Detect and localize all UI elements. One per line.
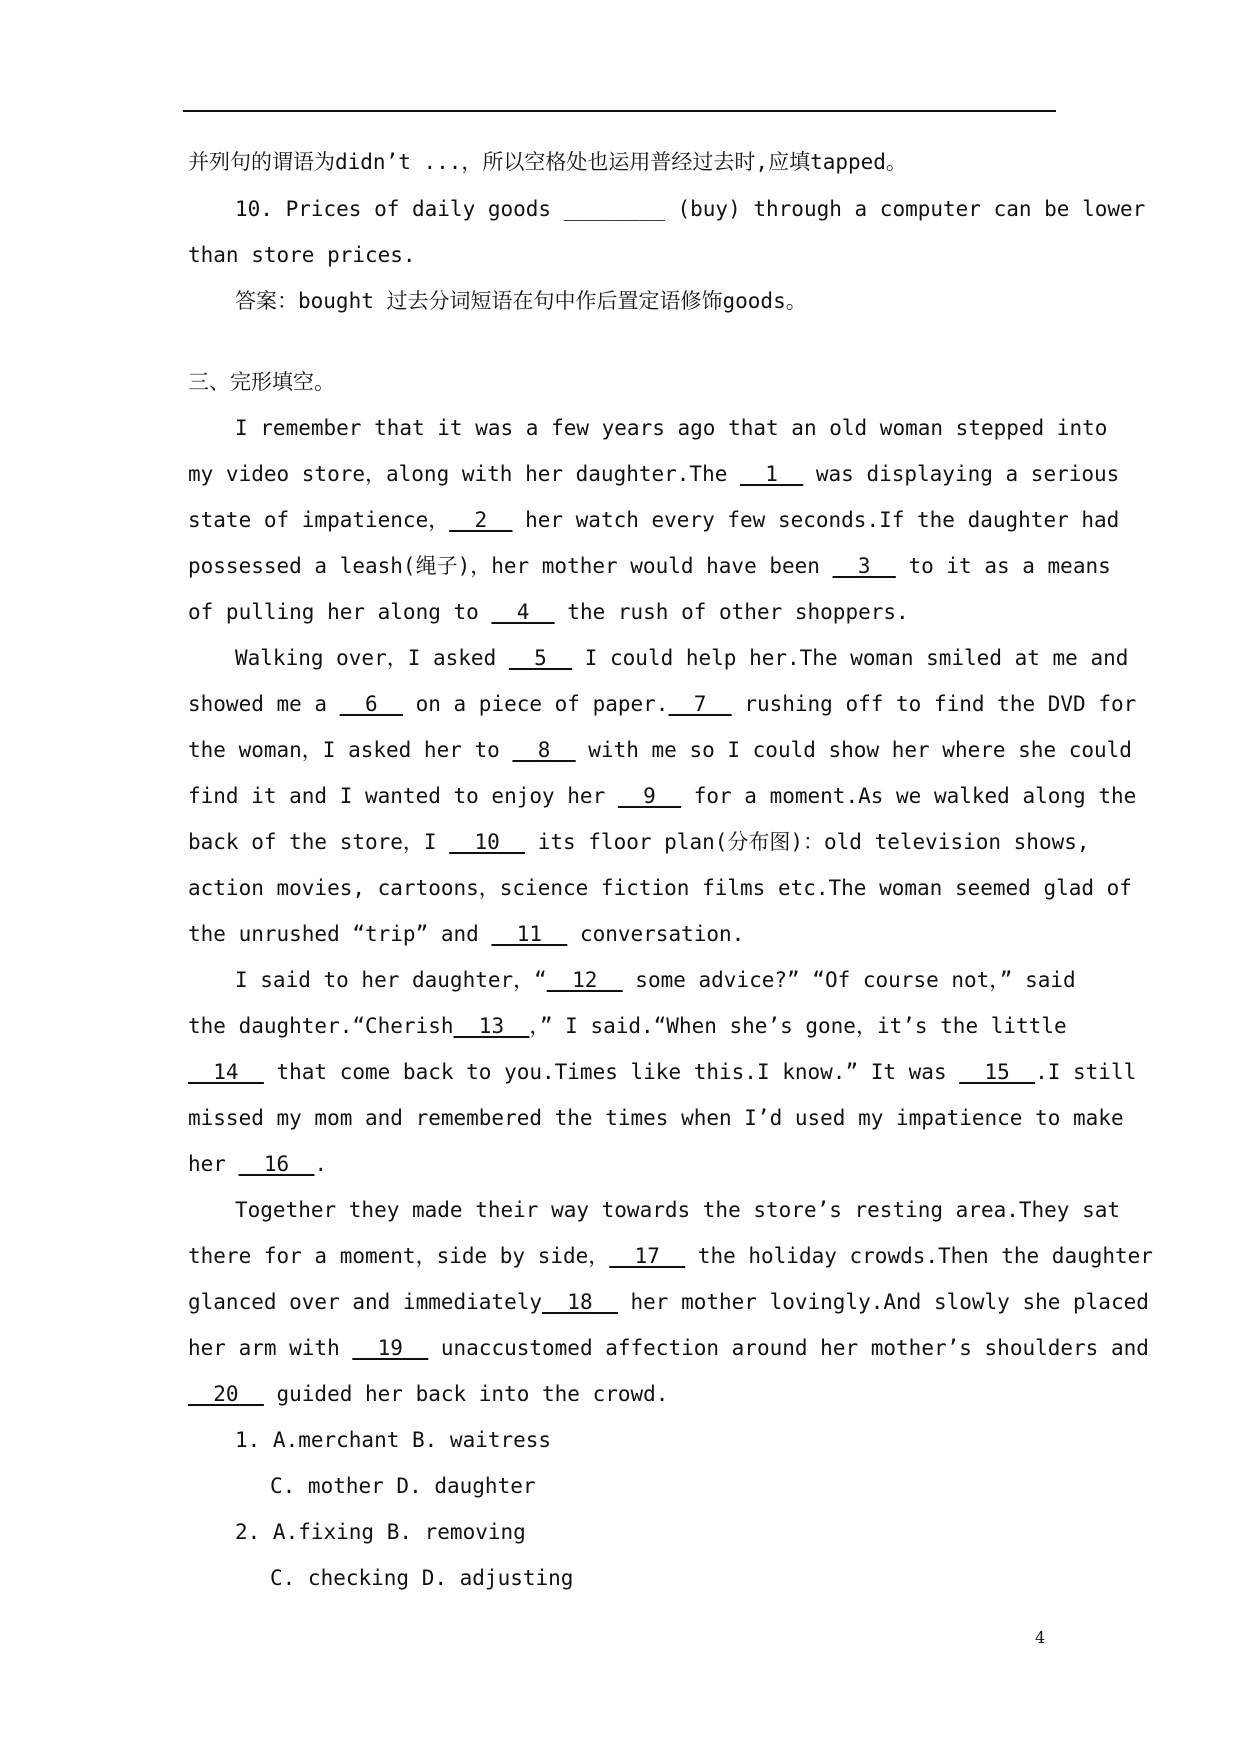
passage-line: showed me a __6__ on a piece of paper.__7__ rushing off to find the DVD for [188, 692, 1137, 716]
blank-14: __14__ [188, 1060, 264, 1084]
blank-13: __13__ [453, 1014, 530, 1038]
blank-19: __19__ [352, 1336, 429, 1360]
blank-10: __10__ [449, 830, 526, 854]
passage-line: Walking over，I asked __5__ I could help her.The woman smiled at me and [235, 646, 1129, 670]
option-q2-line-1: 2. A.fixing B. removing [235, 1520, 526, 1544]
passage-line: I said to her daughter，“__12__ some advice?” “Of course not，” said [235, 968, 1076, 992]
section-heading: 三、完形填空。 [188, 370, 335, 394]
question-10-answer: 答案：bought 过去分词短语在句中作后置定语修饰goods。 [235, 289, 807, 313]
passage-line: state of impatience，__2__ her watch every few seconds.If the daughter had [188, 508, 1120, 532]
blank-5: __5__ [508, 646, 573, 670]
passage-line: action movies, cartoons，science fiction films etc.The woman seemed glad of [188, 876, 1132, 900]
page-number: 4 [1035, 1628, 1046, 1647]
passage-line: I remember that it was a few years ago that an old woman stepped into [235, 416, 1108, 440]
question-10-line-1: 10. Prices of daily goods ________ (buy) through a computer can be lower [235, 197, 1146, 221]
passage-line: her __16__. [188, 1152, 328, 1176]
blank-2: __2__ [449, 508, 513, 532]
passage-line: the woman，I asked her to __8__ with me so I could show her where she could [188, 738, 1132, 762]
blank-15: __15__ [959, 1060, 1036, 1084]
blank-1: __1__ [740, 462, 804, 486]
blank-11: __11__ [491, 922, 568, 946]
blank-4: __4__ [491, 600, 555, 624]
passage-line: of pulling her along to __4__ the rush of other shoppers. [188, 600, 909, 624]
passage-line: Together they made their way towards the store’s resting area.They sat [235, 1198, 1121, 1222]
passage-line: my video store，along with her daughter.The __1__ was displaying a serious [188, 462, 1120, 486]
passage-line: back of the store，I __10__ its floor plan(分布图)：old television shows, [188, 830, 1090, 854]
passage-line: find it and I wanted to enjoy her __9__ for a moment.As we walked along the [188, 784, 1137, 808]
blank-17: __17__ [609, 1244, 686, 1268]
blank-6: __6__ [339, 692, 403, 716]
passage-line: her arm with __19__ unaccustomed affection around her mother’s shoulders and [188, 1336, 1149, 1360]
option-q1-line-2: C. mother D. daughter [270, 1474, 536, 1498]
passage-line: possessed a leash(绳子)，her mother would have been __3__ to it as a means [188, 554, 1111, 578]
passage-line: __14__ that come back to you.Times like this.I know.” It was __15__.I still [188, 1060, 1137, 1084]
option-q1-line-1: 1. A.merchant B. waitress [235, 1428, 552, 1452]
passage-line: __20__ guided her back into the crowd. [188, 1382, 669, 1406]
passage-line: glanced over and immediately__18__ her mother lovingly.And slowly she placed [188, 1290, 1149, 1314]
passage-line: missed my mom and remembered the times when I’d used my impatience to make [188, 1106, 1124, 1130]
option-q2-line-2: C. checking D. adjusting [270, 1566, 574, 1590]
blank-16: __16__ [238, 1152, 315, 1176]
passage-line: the unrushed “trip” and __11__ conversation. [188, 922, 745, 946]
header-rule [183, 110, 1056, 112]
carryover-text: 并列句的谓语为didn’t ...，所以空格处也运用普经过去时,应填tapped。 [188, 150, 907, 174]
blank-12: __12__ [546, 968, 623, 992]
blank-8: __8__ [512, 738, 576, 762]
passage-line: the daughter.“Cherish__13__，” I said.“When she’s gone，it’s the little [188, 1014, 1067, 1038]
passage-line: there for a moment，side by side，__17__ the holiday crowds.Then the daughter [188, 1244, 1153, 1268]
blank-7: __7__ [668, 692, 732, 716]
blank-20: __20__ [188, 1382, 264, 1406]
blank-18: __18__ [542, 1290, 618, 1314]
blank-9: __9__ [617, 784, 682, 808]
question-10-line-2: than store prices. [188, 243, 416, 267]
blank-3: __3__ [832, 554, 896, 578]
